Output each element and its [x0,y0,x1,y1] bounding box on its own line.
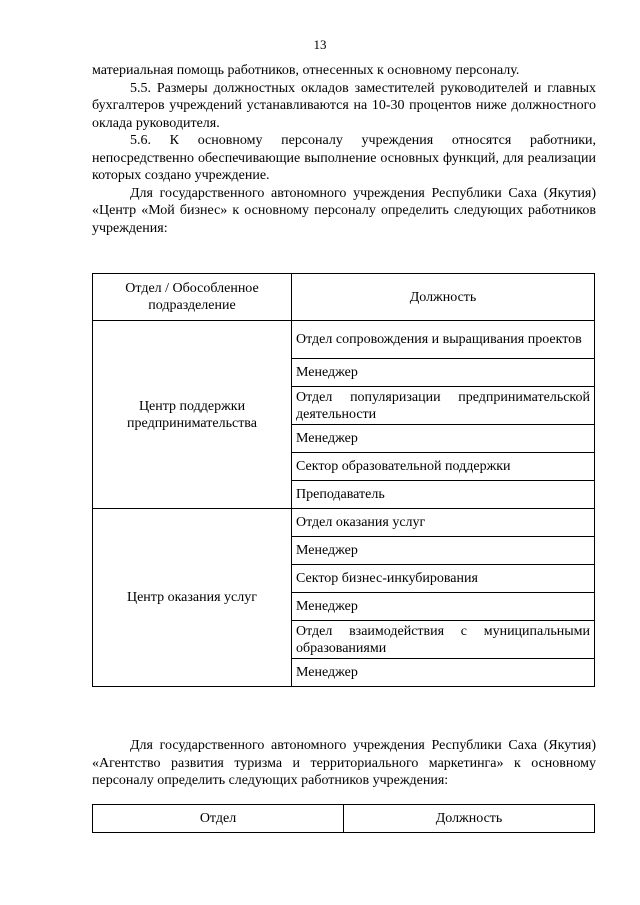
position-cell: Отдел взаимодействия с муниципальными образованиями [292,621,595,659]
position-cell: Отдел популяризации предпринимательской деятельности [292,387,595,425]
position-cell: Менеджер [292,593,595,621]
header-position: Должность [344,805,595,833]
position-cell: Менеджер [292,659,595,687]
table-row [93,509,595,537]
header-department: Отдел [93,805,344,833]
paragraph-continuation: материальная помощь работников, отнесенных к основному персоналу. [92,63,520,78]
department-cell: Центр оказания услуг [93,509,292,687]
position-cell: Менеджер [292,537,595,565]
position-cell: Сектор бизнес-инкубирования [292,565,595,593]
paragraph-5-6: 5.6. К основному персоналу учреждения относятся работники, непосредственно обеспечивающие выполнение основных функций, для реализации которых создано учреждение. [92,133,596,183]
header-position: Должность [292,274,595,321]
table-header-row [93,274,595,321]
page-number: 13 [313,37,327,52]
table-row [93,321,595,359]
body-text-bottom [92,737,596,790]
position-cell: Менеджер [292,425,595,453]
position-cell: Преподаватель [292,481,595,509]
position-cell: Менеджер [292,359,595,387]
header-department: Отдел / Обособленное подразделение [93,274,292,321]
department-cell: Центр поддержки предпринимательства [93,321,292,509]
paragraph-5-5: 5.5. Размеры должностных окладов заместителей руководителей и главных бухгалтеров учреждений устанавливаются на 10-30 процентов ниже должностного оклада руководителя. [92,80,596,131]
position-cell: Сектор образовательной поддержки [292,453,595,481]
table-header-row [93,805,595,833]
paragraph-turism-agency: Для государственного автономного учреждения Республики Саха (Якутия) «Агентство развития туризма и территориального маркетинга» к основному персоналу определить следующих работников учреждения: [92,738,596,788]
staff-table-tourism-agency [92,804,595,833]
paragraph-moy-biznes: Для государственного автономного учреждения Республики Саха (Якутия) «Центр «Мой бизнес» к основному персоналу определить следующих работников учреждения: [92,185,596,236]
body-text-top [92,62,596,237]
staff-table-moy-biznes [92,273,595,687]
position-cell: Отдел сопровождения и выращивания проектов [292,321,595,359]
position-cell: Отдел оказания услуг [292,509,595,537]
